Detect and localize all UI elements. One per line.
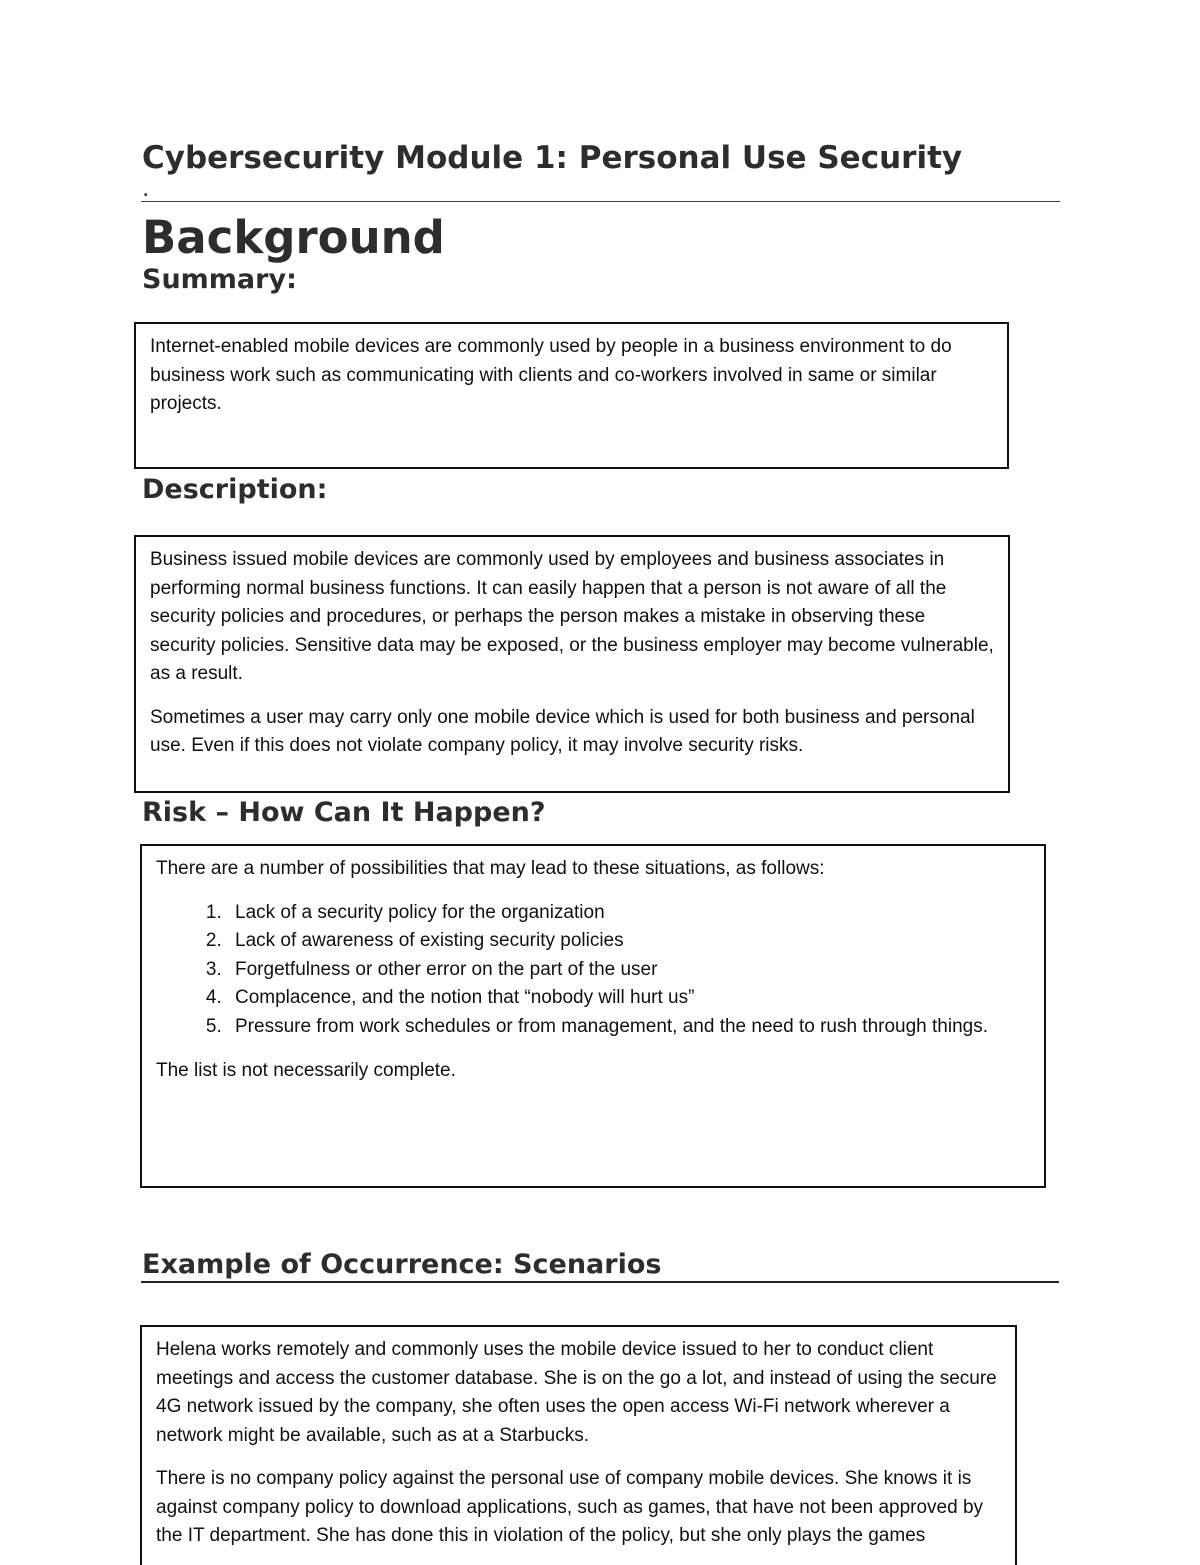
scenarios-divider [141, 1281, 1059, 1283]
risk-list-item: 1. Lack of a security policy for the organization [227, 899, 1030, 928]
description-box [134, 535, 1010, 793]
scenario-paragraph: There is no company policy against the personal use of company mobile devices. She knows it is against company policy to download applications, such as games, that have not been approved by the IT department. She has done this in violation of the policy, but she only plays the games [156, 1468, 984, 1546]
risk-list-item: 3. Forgetfulness or other error on the part of the user [227, 956, 1030, 985]
background-heading: Background [142, 211, 445, 264]
summary-heading: Summary: [142, 264, 297, 295]
risk-outro: The list is not necessarily complete. [156, 1060, 456, 1081]
risk-list-item: 5. Pressure from work schedules or from management, and the need to rush through things. [227, 1013, 1030, 1042]
title-divider [141, 201, 1060, 202]
risk-heading: Risk – How Can It Happen? [142, 797, 546, 828]
description-paragraph: Sometimes a user may carry only one mobile device which is used for both business and personal use. Even if this does not violate company policy, it may involve security risks. [150, 706, 975, 756]
risk-list-item: 2. Lack of awareness of existing security policies [227, 927, 1030, 956]
summary-box [134, 322, 1009, 469]
risk-intro: There are a number of possibilities that may lead to these situations, as follows: [156, 858, 825, 879]
title-marker: . [143, 184, 149, 200]
summary-text: Internet-enabled mobile devices are commonly used by people in a business environment to do business work such as communicating with clients and co-workers involved in same or similar projects. [150, 336, 952, 414]
risk-list-item: 4. Complacence, and the notion that “nobody will hurt us” [227, 984, 1030, 1013]
document-title: Cybersecurity Module 1: Personal Use Security [142, 140, 963, 176]
risk-list [156, 899, 1030, 1042]
description-heading: Description: [142, 474, 328, 505]
risk-box [140, 844, 1046, 1188]
scenario-box [140, 1325, 1017, 1565]
description-paragraph: Business issued mobile devices are commonly used by employees and business associates in performing normal business functions. It can easily happen that a person is not aware of all the security policies and procedures, or perhaps the person makes a mistake in observing these security policies. Sensitive data may be exposed, or the business employer may become vulnerable, as a result. [150, 549, 994, 684]
scenario-paragraph: Helena works remotely and commonly uses the mobile device issued to her to conduct client meetings and access the customer database. She is on the go a lot, and instead of using the secure 4G network issued by the company, she often uses the open access Wi-Fi network wherever a network might be available, such as at a Starbucks. [156, 1339, 997, 1446]
scenarios-heading: Example of Occurrence: Scenarios [142, 1249, 662, 1280]
